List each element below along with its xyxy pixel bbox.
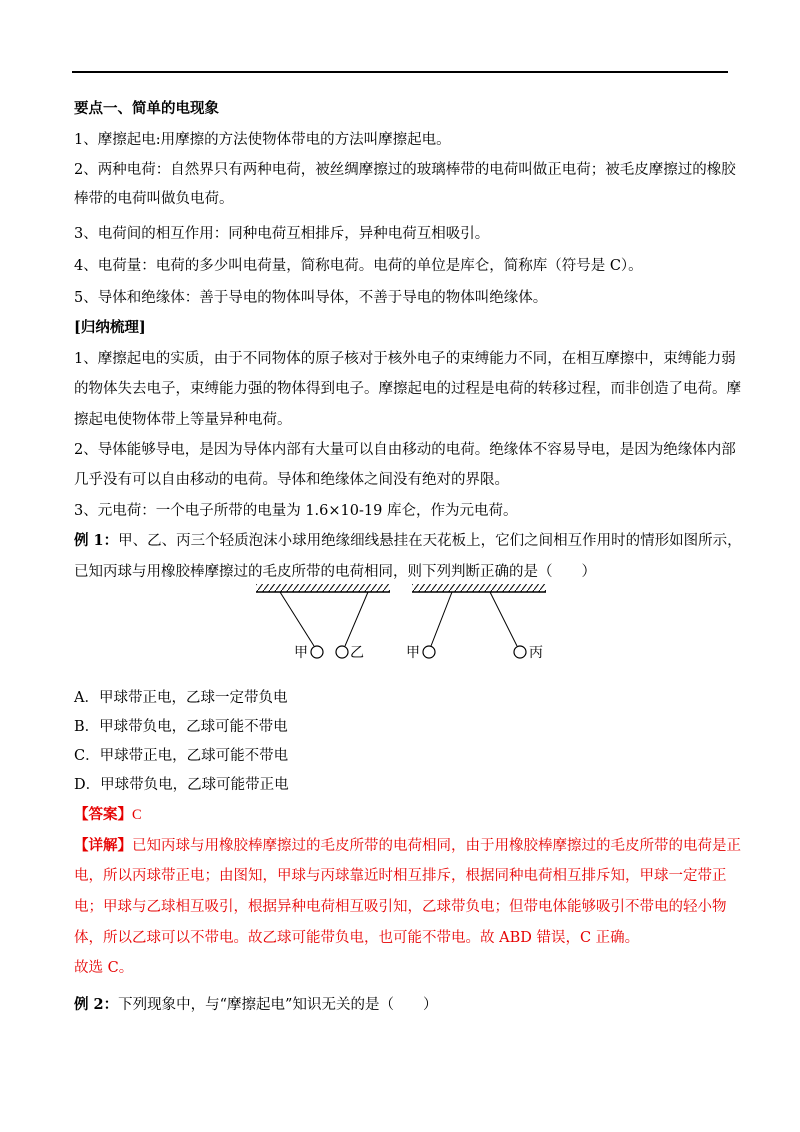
- summary-line-4: 2、导体能够导电，是因为导体内部有大量可以自由移动的电荷。绝缘体不容易导电，是因为绝缘体内部: [74, 442, 736, 458]
- ball-jia-left: [311, 646, 323, 658]
- conclusion: 故选 C。: [74, 960, 134, 976]
- answer-tag: 【答案】: [74, 806, 132, 823]
- point-4: 4、电荷量：电荷的多少叫电荷量，简称电荷。电荷的单位是库仑，简称库（符号是 C）。: [74, 258, 643, 274]
- detail-line-2: 电，所以丙球带正电；由图知，甲球与丙球靠近时相互排斥，根据同种电荷相互排斥知，甲球一定带正: [74, 868, 727, 884]
- detail-line-1: [74, 836, 741, 856]
- option-a: A．甲球带正电，乙球一定带负电: [74, 690, 288, 706]
- summary-line-2: 的物体失去电子，束缚能力强的物体得到电子。摩擦起电的过程是电荷的转移过程，而非创造了电荷。摩: [74, 381, 741, 397]
- right-ceiling-hatch: [412, 584, 546, 592]
- example2-label: 例 2：: [74, 996, 119, 1013]
- point-1: 1、摩擦起电:用摩擦的方法使物体带电的方法叫摩擦起电。: [74, 132, 451, 148]
- header-rule: [72, 71, 728, 73]
- example1-question-text: 甲、乙、丙三个轻质泡沫小球用绝缘细线悬挂在天花板上，它们之间相互作用时的情形如图所示，: [118, 533, 742, 549]
- label-yi: 乙: [350, 645, 364, 661]
- point-2-line-2: 棒带的电荷叫做负电荷。: [74, 191, 234, 207]
- left-ceiling-hatch: [256, 584, 390, 592]
- example1-label: 例 1：: [74, 532, 119, 549]
- summary-line-6: 3、元电荷：一个电子所带的电量为 1.6×10-19 库仑，作为元电荷。: [74, 503, 518, 519]
- label-bing: 丙: [529, 645, 543, 661]
- detail-line-4: 体，所以乙球可以不带电。故乙球可能带负电，也可能不带电。故 ABD 错误，C 正确。: [74, 930, 640, 946]
- option-c: C．甲球带正电，乙球可能不带电: [74, 748, 289, 764]
- example1-question-line-1: [74, 531, 742, 551]
- example1-question-line-2: 已知丙球与用橡胶棒摩擦过的毛皮所带的电荷相同，则下列判断正确的是（ ）: [74, 564, 596, 580]
- example2-line: [74, 995, 437, 1015]
- detail-tag: 【详解】: [74, 837, 132, 854]
- point-5: 5、导体和绝缘体：善于导电的物体叫导体，不善于导电的物体叫绝缘体。: [74, 290, 548, 306]
- answer-line: [74, 805, 142, 825]
- ball-yi: [336, 646, 348, 658]
- thread-yi: [345, 592, 368, 646]
- summary-line-5: 几乎没有可以自由移动的电荷。导体和绝缘体之间没有绝对的界限。: [74, 472, 509, 488]
- label-jia-left: 甲: [294, 645, 308, 661]
- ball-bing: [514, 646, 526, 658]
- detail-line-3: 电；甲球与乙球相互吸引，根据异种电荷相互吸引知，乙球带负电；但带电体能够吸引不带电的轻小物: [74, 899, 727, 915]
- point-3: 3、电荷间的相互作用：同种电荷互相排斥，异种电荷互相吸引。: [74, 226, 490, 242]
- summary-line-1: 1、摩擦起电的实质，由于不同物体的原子核对于核外电子的束缚能力不同，在相互摩擦中，束缚能力弱: [74, 351, 736, 367]
- option-d: D．甲球带负电，乙球可能带正电: [74, 777, 289, 793]
- example2-question: 下列现象中，与“摩擦起电”知识无关的是（ ）: [118, 997, 438, 1013]
- answer-value: C: [132, 807, 142, 823]
- label-jia-right: 甲: [406, 645, 420, 661]
- summary-title: [归纳梳理]: [74, 319, 146, 336]
- pendulum-figure: [240, 582, 560, 672]
- thread-bing: [490, 592, 517, 646]
- point-2-line-1: 2、两种电荷：自然界只有两种电荷，被丝绸摩擦过的玻璃棒带的电荷叫做正电荷；被毛皮摩擦过的橡胶: [74, 162, 736, 178]
- thread-jia-left: [280, 592, 314, 646]
- ball-jia-right: [423, 646, 435, 658]
- thread-jia-right: [431, 592, 452, 646]
- summary-line-3: 擦起电使物体带上等量异种电荷。: [74, 412, 292, 428]
- option-b: B．甲球带负电，乙球可能不带电: [74, 719, 288, 735]
- section-title: 要点一、简单的电现象: [74, 100, 219, 117]
- detail-text-1: 已知丙球与用橡胶棒摩擦过的毛皮所带的电荷相同，由于用橡胶棒摩擦过的毛皮所带的电荷是正: [132, 838, 741, 854]
